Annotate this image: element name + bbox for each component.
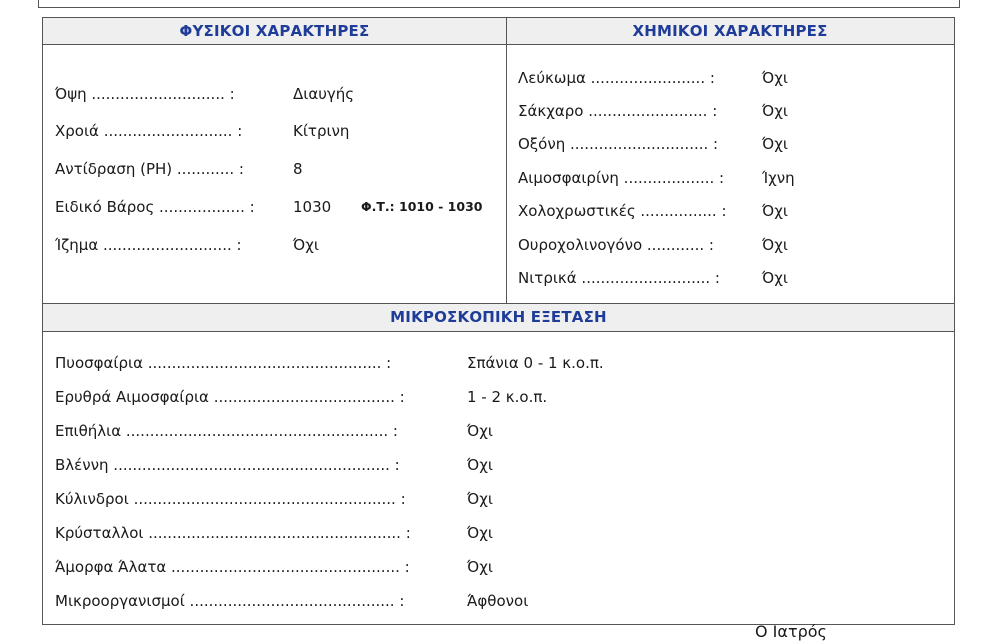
row-value: 8 (293, 160, 303, 178)
row-label: Άμορφα Άλατα ................................................ : (55, 558, 410, 576)
row-value: Διαυγής (293, 85, 355, 103)
row-value: Κίτρινη (293, 122, 350, 140)
row-label: Ειδικό Βάρος .................. : (55, 198, 255, 216)
row-value: 1030 (293, 198, 332, 216)
row-label: Κύλινδροι ....................................................... : (55, 490, 406, 508)
row-label: Όψη ............................ : (55, 85, 235, 103)
row-label: Ίζημα ........................... : (55, 236, 242, 254)
row-value: Όχι (762, 236, 788, 254)
row-value: Όχι (762, 135, 788, 153)
doctor-signature-label: Ο Ιατρός (755, 622, 827, 641)
row-label: Πυοσφαίρια ................................................. : (55, 354, 392, 372)
row-label: Κρύσταλλοι ..................................................... : (55, 524, 411, 542)
row-value: Όχι (467, 456, 493, 474)
row-label: Επιθήλια ....................................................... : (55, 422, 398, 440)
row-label: Μικροοργανισμοί ........................................... : (55, 592, 405, 610)
reference-range: Φ.Τ.: 1010 - 1030 (361, 199, 483, 214)
row-value: Όχι (762, 69, 788, 87)
row-value: Σπάνια 0 - 1 κ.ο.π. (467, 354, 604, 372)
row-label: Χροιά ........................... : (55, 122, 243, 140)
microscopic-examination-header: ΜΙΚΡΟΣΚΟΠΙΚΗ ΕΞΕΤΑΣΗ (43, 304, 954, 332)
row-value: Όχι (467, 490, 493, 508)
row-label: Σάκχαρο ......................... : (518, 102, 718, 120)
row-label: Αντίδραση (PH) ............ : (55, 160, 244, 178)
row-label: Λεύκωμα ........................ : (518, 69, 715, 87)
chemical-characteristics-header: ΧΗΜΙΚΟΙ ΧΑΡΑΚΤΗΡΕΣ (506, 18, 954, 45)
row-label: Αιμοσφαιρίνη ................... : (518, 169, 725, 187)
row-label: Χολοχρωστικές ................ : (518, 202, 727, 220)
urinalysis-report-table (42, 17, 955, 625)
row-label: Οξόνη ............................. : (518, 135, 719, 153)
column-divider (506, 18, 507, 303)
row-value: Όχι (467, 422, 493, 440)
row-value: Όχι (293, 236, 319, 254)
row-value: 1 - 2 κ.ο.π. (467, 388, 548, 406)
row-value: Άφθονοι (467, 592, 529, 610)
row-label: Βλέννη .......................................................... : (55, 456, 400, 474)
row-value: Ίχνη (762, 169, 795, 187)
row-value: Όχι (467, 524, 493, 542)
row-value: Όχι (762, 202, 788, 220)
row-label: Ουροχολινογόνο ............ : (518, 236, 714, 254)
row-value: Όχι (762, 269, 788, 287)
row-label: Νιτρικά ........................... : (518, 269, 720, 287)
row-value: Όχι (467, 558, 493, 576)
physical-characteristics-header: ΦΥΣΙΚΟΙ ΧΑΡΑΚΤΗΡΕΣ (43, 18, 506, 45)
previous-section-box (38, 0, 960, 8)
row-label: Ερυθρά Αιμοσφαίρια ...................................... : (55, 388, 405, 406)
row-value: Όχι (762, 102, 788, 120)
